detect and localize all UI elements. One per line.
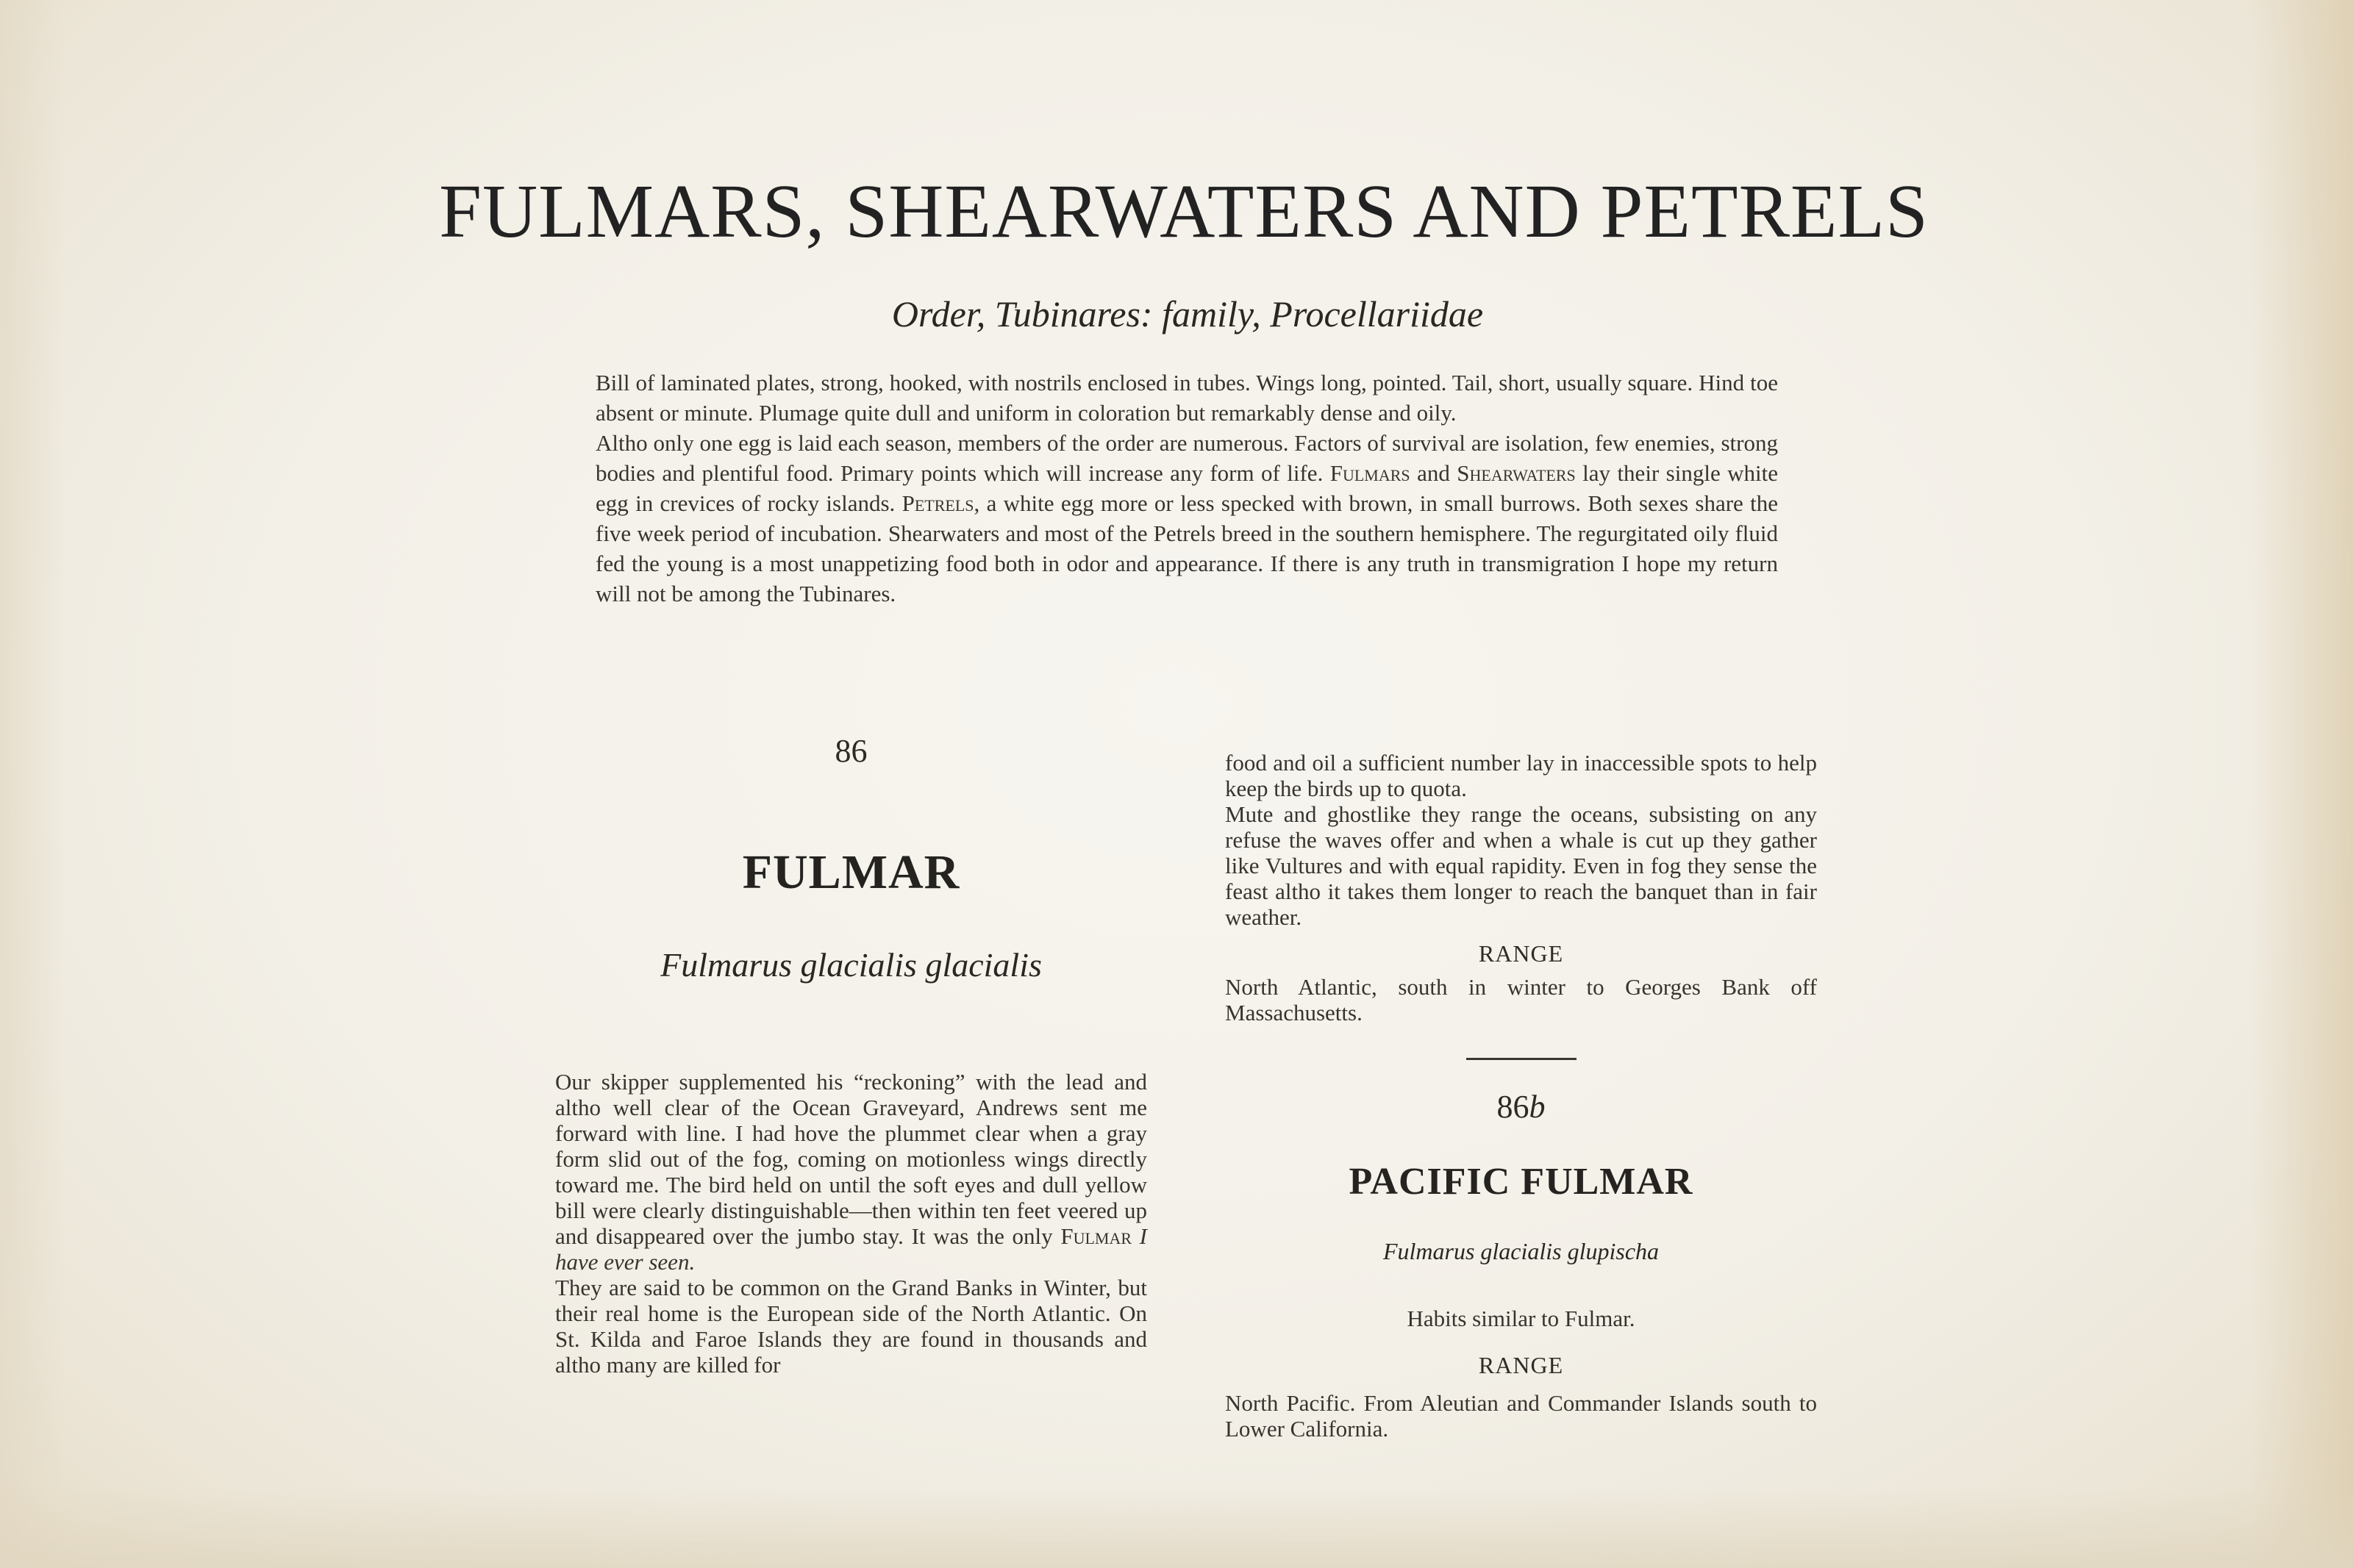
fulmar-number: 86 xyxy=(835,733,868,769)
intro-text xyxy=(596,368,1778,609)
fulmar-body-continued xyxy=(1225,750,1817,930)
right-column xyxy=(1225,750,1817,1442)
fulmar-latin-name: Fulmarus glacialis glacialis xyxy=(660,946,1042,984)
fulmar-paragraph-behavior: Mute and ghostlike they range the oceans, subsisting on any refuse the waves offer and when a whale is cut up they gather like Vultures and with equal rapidity. Even in fog they sense the feast altho it takes them longer to reach the banquet than in fair weather. xyxy=(1225,801,1817,930)
fulmar-paragraph-continued: food and oil a sufficient number lay in inaccessible spots to help keep the birds up to quota. xyxy=(1225,750,1817,801)
pacific-fulmar-heading: PACIFIC FULMAR xyxy=(1349,1161,1693,1203)
pacific-fulmar-number xyxy=(1225,1091,1817,1123)
intro-text-run: lay their single white egg in crevices of rocky islands. xyxy=(596,460,1778,516)
fulmar-column xyxy=(555,735,1147,1378)
pacific-fulmar-range-heading: RANGE xyxy=(1478,1352,1564,1378)
fulmar-paragraph-habitat: They are said to be common on the Grand Banks in Winter, but their real home is the European side of the North Atlantic. On St. Kilda and Faroe Islands they are found in thousands and altho many are killed for xyxy=(555,1275,1147,1378)
term-fulmar: Fulmar xyxy=(1060,1223,1132,1249)
fulmar-range-text: North Atlantic, south in winter to Georges Bank off Massachusetts. xyxy=(1225,974,1817,1025)
pacific-fulmar-number-main: 86 xyxy=(1496,1089,1529,1125)
page-edge-shadow-bottom xyxy=(0,1487,2353,1568)
pacific-fulmar-latin-name: Fulmarus glacialis glupischa xyxy=(1382,1238,1660,1264)
intro-text-run: and xyxy=(1410,460,1457,486)
term-petrels: Petrels, xyxy=(901,490,980,516)
pacific-fulmar-habits: Habits similar to Fulmar. xyxy=(1407,1306,1635,1331)
fulmar-heading: FULMAR xyxy=(742,845,960,899)
fulmar-text-run: Our skipper supplemented his “reckoning” with the lead and altho well clear of the Ocean Graveyard, Andrews sent me forward with line. I had hove the plummet clear when a gray form slid out of the fog, coming on motionless wings directly toward me. The bird held on until the soft eyes and dull yellow bill were clearly distinguishable—then within ten feet veered up and disappeared over the jumbo stay. It was the only xyxy=(555,1069,1147,1249)
order-family-subtitle: Order, Tubinares: family, Procellariidae xyxy=(891,293,1484,334)
fulmar-body-text xyxy=(555,1069,1147,1378)
intro-text-run: Altho only one egg is laid each season, members of the order are numerous. Factors of survival are isolation, few enemies, strong bodies and plentiful food. Primary points which will increase any form of life. xyxy=(596,430,1778,486)
fulmar-italic-phrase: I have ever seen. xyxy=(555,1223,1148,1275)
intro-text-run: a white egg more or less specked with brown, in small burrows. Both sexes share the five week period of incubation. Shearwaters and most of the Petrels breed in the southern hemisphere. The regurgitated oily fluid fed the young is a most unappetizing food both in odor and appearance. If there is any truth in transmigration I hope my return will not be among the Tubinares. xyxy=(596,490,1778,606)
pacific-fulmar-range-text: North Pacific. From Aleutian and Commander Islands south to Lower California. xyxy=(1225,1390,1817,1442)
intro-paragraph-characteristics: Bill of laminated plates, strong, hooked, with nostrils enclosed in tubes. Wings long, pointed. Tail, short, usually square. Hind toe absent or minute. Plumage quite dull and uniform in coloration but remarkably dense and oily. xyxy=(596,370,1778,426)
page-edge-shadow-right xyxy=(2250,0,2353,1568)
pacific-fulmar-number-suffix: b xyxy=(1529,1089,1546,1125)
fulmar-paragraph-anecdote xyxy=(555,1069,1147,1275)
fulmar-range-heading: RANGE xyxy=(1478,940,1564,967)
section-divider xyxy=(1466,1058,1577,1060)
intro-paragraph-survival xyxy=(596,428,1778,609)
term-shearwaters: Shearwaters xyxy=(1457,460,1576,486)
page-title: FULMARS, SHEARWATERS AND PETRELS xyxy=(439,169,1929,254)
page-edge-shadow-left xyxy=(0,0,66,1568)
term-fulmars: Fulmars xyxy=(1329,460,1410,486)
